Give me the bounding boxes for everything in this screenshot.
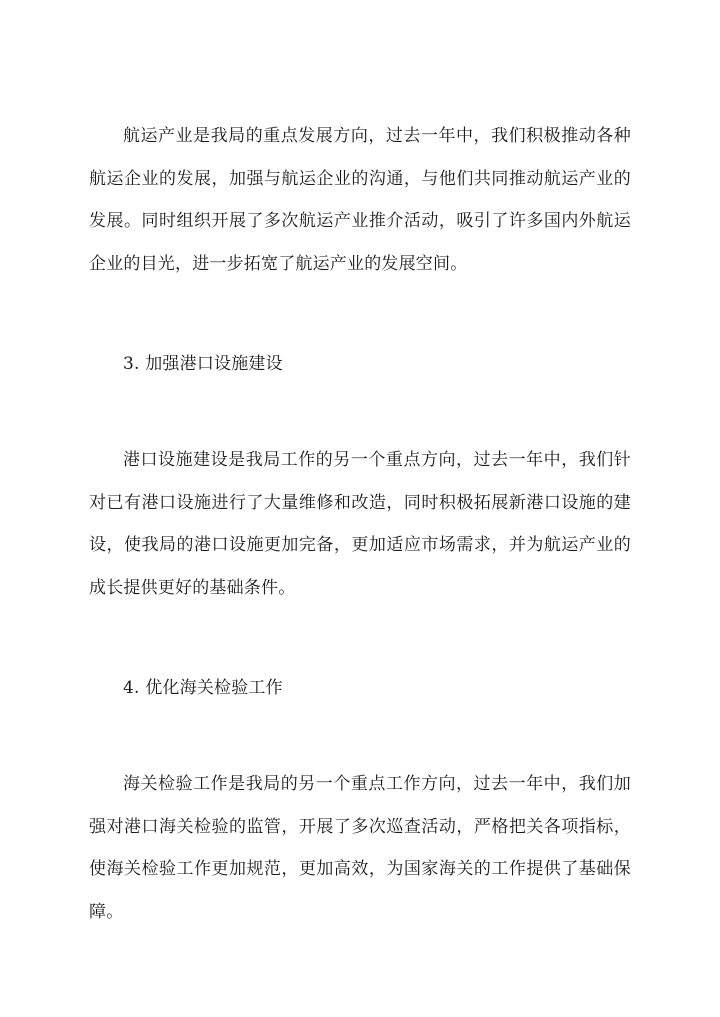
paragraph-shipping-industry: 航运产业是我局的重点发展方向，过去一年中，我们积极推动各种航运企业的发展，加强与航运企业的沟通，与他们共同推动航运产业的发展。同时组织开展了多次航运产业推介活动，吸引了许多国内外航运企业的目光，进一步拓宽了航运产业的发展空间。: [89, 126, 631, 274]
paragraph-customs-inspection: 海关检验工作是我局的另一个重点工作方向，过去一年中，我们加强对港口海关检验的监管，开展了多次巡查活动，严格把关各项指标，使海关检验工作更加规范，更加高效，为国家海关的工作提供了基础保障。: [89, 774, 631, 922]
heading-customs-inspection: 4. 优化海关检验工作: [123, 678, 283, 698]
paragraph-port-facilities: 港口设施建设是我局工作的另一个重点方向，过去一年中，我们针对已有港口设施进行了大量维修和改造，同时积极拓展新港口设施的建设，使我局的港口设施更加完备，更加适应市场需求，并为航运产业的成长提供更好的基础条件。: [89, 450, 631, 598]
heading-port-facilities: 3. 加强港口设施建设: [123, 354, 283, 374]
